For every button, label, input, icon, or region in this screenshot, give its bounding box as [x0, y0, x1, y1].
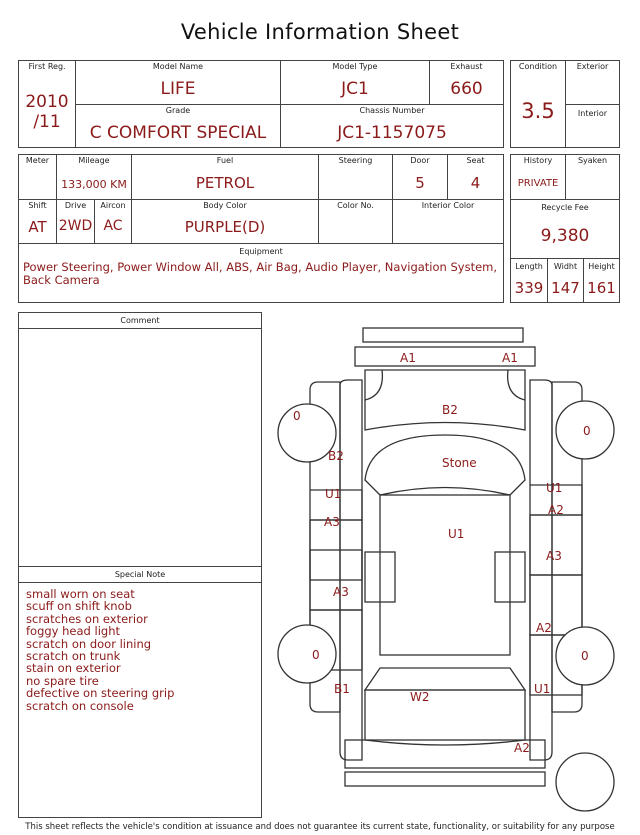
steering-label: Steering: [338, 156, 373, 165]
tire-spare: [556, 753, 614, 811]
shift-value: AT: [28, 218, 47, 236]
grade-cell: [75, 104, 281, 148]
mileage-label: Mileage: [78, 156, 110, 165]
condition-label: Condition: [518, 62, 558, 71]
interior-color-label: Interior Color: [421, 201, 475, 210]
interior-cell: [565, 104, 620, 148]
mark-right-rear-pillar: U1: [534, 682, 551, 696]
seat-label: Seat: [466, 156, 485, 165]
history-label: History: [523, 156, 553, 165]
model-type-cell: [280, 60, 430, 105]
exhaust-value: 660: [450, 79, 483, 99]
height-value: 161: [587, 279, 616, 297]
mark-left-front-pillar: U1: [325, 487, 342, 501]
mark-hood: B2: [442, 403, 458, 417]
drive-value: 2WD: [58, 218, 93, 234]
mark-right-rear-door: A3: [546, 549, 562, 563]
width-value: 147: [551, 279, 580, 297]
color-no-label: Color No.: [337, 201, 374, 210]
interior-label: Interior: [577, 109, 608, 118]
body-color-value: PURPLE(D): [184, 218, 266, 236]
aircon-label: Aircon: [100, 201, 126, 210]
special-note-item: scratch on trunk: [26, 649, 121, 664]
rear-glass-shape: [365, 668, 525, 690]
right-front-door: [530, 515, 582, 575]
first-reg-year: 2010: [25, 92, 69, 112]
length-value: 339: [514, 279, 544, 297]
recycle-fee-cell: [510, 199, 620, 259]
model-type-value: JC1: [341, 79, 369, 99]
mark-tire-front-right: 0: [583, 424, 591, 438]
special-note-item: small worn on seat: [26, 587, 135, 601]
length-cell: [510, 258, 548, 303]
mark-rear-glass: W2: [410, 690, 430, 704]
door-value: 5: [415, 174, 425, 192]
mark-tire-front-left: 0: [293, 409, 301, 423]
width-cell: [547, 258, 584, 303]
tire-rear-left: [278, 625, 336, 683]
mark-right-front-pillar: U1: [546, 481, 563, 495]
length-label: Length: [515, 262, 543, 271]
door-label: Door: [410, 156, 430, 165]
comment-panel: [18, 312, 262, 818]
mark-right-rear-quarter: A2: [536, 621, 552, 635]
shift-cell: [18, 199, 57, 244]
special-note-item: scratches on exterior: [26, 611, 148, 626]
width-label: Widht: [553, 262, 578, 271]
left-side-body: [340, 380, 362, 760]
aircon-value: AC: [103, 218, 123, 234]
fuel-value: PETROL: [195, 174, 255, 192]
chassis-cell: [280, 104, 504, 148]
model-type-label: Model Type: [332, 62, 378, 71]
condition-value: 3.5: [521, 99, 555, 123]
meter-cell: [18, 154, 57, 200]
first-reg-label: First Reg.: [28, 62, 66, 71]
chassis-label: Chassis Number: [359, 106, 425, 115]
model-name-cell: [75, 60, 281, 105]
height-label: Height: [588, 262, 615, 271]
seat-value: 4: [470, 174, 481, 192]
hood-outline: [365, 370, 525, 430]
special-note-item: foggy head light: [26, 624, 120, 639]
car-diagram: [270, 320, 622, 820]
exterior-label: Exterior: [576, 62, 609, 71]
fuel-label: Fuel: [216, 156, 234, 165]
roof-panel: [380, 495, 510, 655]
interior-color-cell: [392, 199, 504, 244]
special-note-item: no spare tire: [26, 673, 99, 688]
special-note-item: stain on exterior: [26, 661, 121, 676]
syaken-label: Syaken: [577, 156, 608, 165]
trunk-panel: [365, 690, 525, 745]
body-color-cell: [131, 199, 319, 244]
rear-bumper-lower: [345, 772, 545, 786]
seat-cell: [447, 154, 504, 200]
special-note-item: defective on steering grip: [26, 686, 175, 701]
special-note-item: scratch on door lining: [26, 636, 152, 651]
grade-label: Grade: [165, 106, 191, 115]
special-note-list: [26, 588, 174, 712]
first-reg-month: /11: [33, 112, 61, 132]
special-note-item: scuff on shift knob: [26, 599, 132, 614]
body-color-label: Body Color: [203, 201, 247, 210]
mark-front-right: A1: [502, 351, 518, 365]
mark-tire-rear-right: 0: [581, 649, 589, 663]
recycle-fee-label: Recycle Fee: [541, 203, 589, 212]
door-cell: [392, 154, 448, 200]
mark-rear-bumper: A2: [514, 741, 530, 755]
comment-label: Comment: [19, 313, 261, 329]
mark-left-front-door: A3: [324, 515, 340, 529]
mark-right-front-door: A2: [548, 503, 564, 517]
equipment-value: Power Steering, Power Window All, ABS, Air Bag, Audio Player, Navigation System, Back Camera: [23, 260, 498, 287]
history-value: PRIVATE: [517, 178, 559, 189]
grade-value: C COMFORT SPECIAL: [89, 123, 267, 143]
drive-label: Drive: [64, 201, 87, 210]
special-note-item: scratch on console: [26, 698, 134, 713]
syaken-cell: [565, 154, 620, 200]
equipment-cell: [18, 243, 504, 303]
exhaust-cell: [429, 60, 504, 105]
front-left-lamp: [365, 370, 382, 400]
equipment-label: Equipment: [239, 247, 283, 256]
special-note-label: Special Note: [19, 566, 261, 583]
first-reg-cell: [18, 60, 76, 148]
mark-windshield: Stone: [442, 456, 477, 470]
chassis-value: JC1-1157075: [337, 123, 447, 143]
model-name-value: LIFE: [160, 79, 196, 99]
shift-label: Shift: [28, 201, 47, 210]
fuel-cell: [131, 154, 319, 200]
meter-label: Meter: [25, 156, 50, 165]
mark-left-rear-quarter: B1: [334, 682, 350, 696]
mark-front-left: A1: [400, 351, 416, 365]
front-right-lamp: [508, 370, 525, 400]
disclaimer-footer: This sheet reflects the vehicle's condition at issuance and does not guarantee its current state, functionality, or suitability for any purpose: [25, 822, 615, 832]
mark-left-fender: B2: [328, 449, 344, 463]
mark-tire-rear-left: 0: [312, 648, 320, 662]
model-name-label: Model Name: [152, 62, 204, 71]
aircon-cell: [94, 199, 132, 244]
height-cell: [583, 258, 620, 303]
color-no-cell: [318, 199, 393, 244]
page-title: Vehicle Information Sheet: [180, 20, 460, 44]
steering-cell: [318, 154, 393, 200]
mark-roof: U1: [448, 527, 465, 541]
drive-cell: [56, 199, 95, 244]
condition-cell: [510, 60, 566, 148]
exhaust-label: Exhaust: [450, 62, 483, 71]
history-cell: [510, 154, 566, 200]
right-side-body: [530, 380, 552, 760]
mark-left-rear-door: A3: [333, 585, 349, 599]
exterior-cell: [565, 60, 620, 105]
mileage-value: 133,000 KM: [61, 178, 127, 191]
mileage-cell: [56, 154, 132, 200]
recycle-fee-value: 9,380: [540, 226, 590, 246]
front-bumper-upper: [363, 328, 523, 342]
